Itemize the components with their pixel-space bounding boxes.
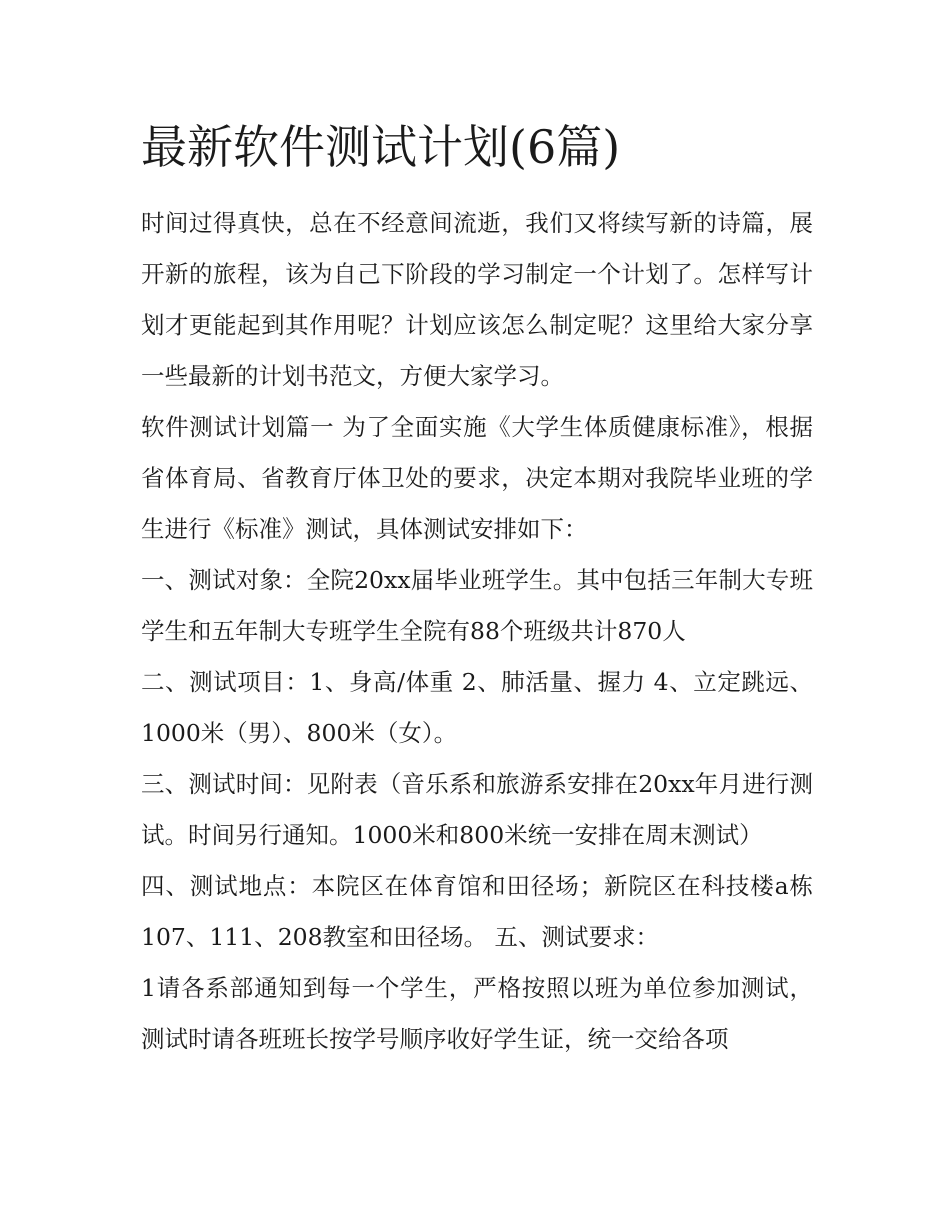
test-subjects-paragraph: 一、测试对象：全院20xx届毕业班学生。其中包括三年制大专班学生和五年制大专班学生全院有88个班级共计870人: [141, 566, 813, 645]
test-time-paragraph: 三、测试时间：见附表（音乐系和旅游系安排在20xx年月进行测试。时间另行通知。1000米和800米统一安排在周末测试）: [141, 770, 813, 849]
document-page: [141, 112, 813, 1065]
document-title: 最新软件测试计划(6篇): [141, 120, 621, 174]
intro-paragraph: 时间过得真快，总在不经意间流逝，我们又将续写新的诗篇，展开新的旅程，该为自己下阶段的学习制定一个计划了。怎样写计划才更能起到其作用呢？计划应该怎么制定呢？这里给大家分享一些最新的计划书范文，方便大家学习。: [141, 209, 813, 390]
test-items-paragraph: 二、测试项目：1、身高/体重 2、肺活量、握力 4、立定跳远、1000米（男）、800米（女）。: [141, 668, 813, 747]
plan-one-paragraph: 软件测试计划篇一 为了全面实施《大学生体质健康标准》，根据省体育局、省教育厅体卫处的要求，决定本期对我院毕业班的学生进行《标准》测试，具体测试安排如下：: [141, 413, 813, 543]
test-requirements-paragraph: 1请各系部通知到每一个学生，严格按照以班为单位参加测试，测试时请各班班长按学号顺序收好学生证，统一交给各项: [141, 974, 813, 1053]
test-location-paragraph: 四、测试地点：本院区在体育馆和田径场；新院区在科技楼a栋107、111、208教室和田径场。 五、测试要求：: [141, 872, 813, 951]
